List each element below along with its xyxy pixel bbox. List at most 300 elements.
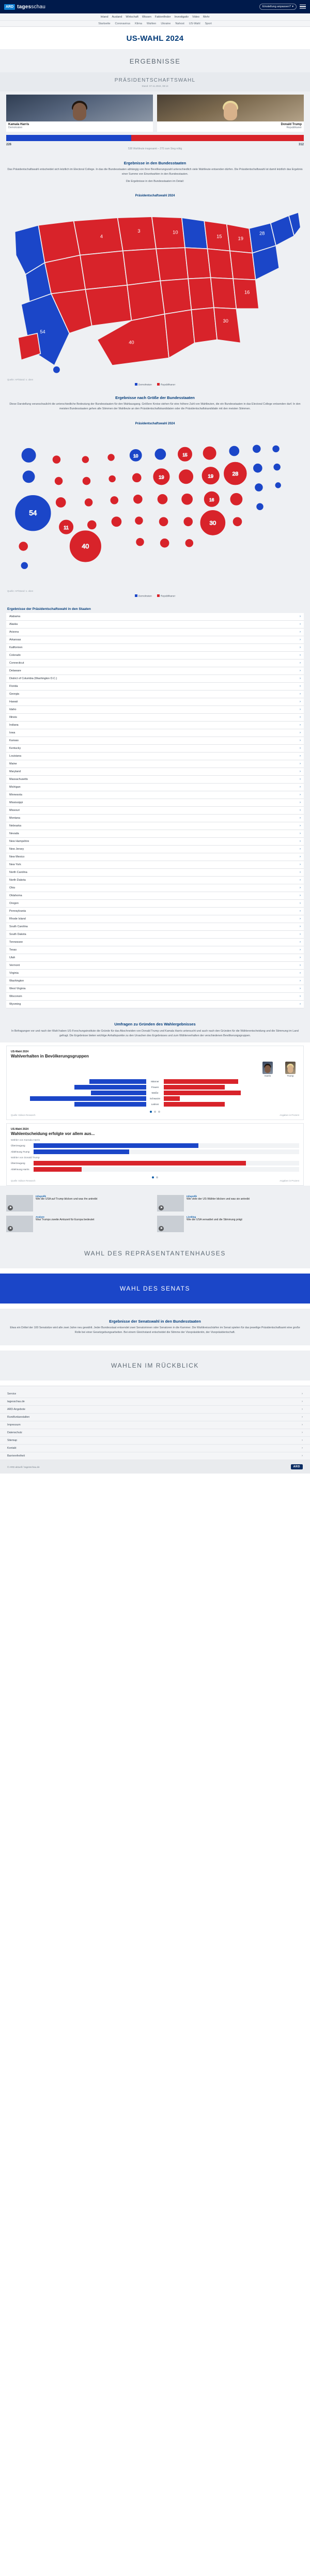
electoral-block-p1: Das Präsidentschaftswahl entscheidet sich letztlich im Electoral College. In das die Bundesstaaten abhängig von ihrer Bevölkerungszahl unterschiedlich viele Wahlleute entsenden dürfen. Die Präsidentschaftswahl ist damit letztlich das Ergebnis einer Summe von Einzelwahlen in den Bundesstaaten. [7, 168, 303, 176]
video-thumbnail[interactable] [6, 1195, 33, 1212]
chevron-down-icon: › [300, 963, 301, 967]
state-row[interactable] [6, 977, 304, 985]
trump-portrait [157, 95, 304, 121]
chevron-down-icon: › [300, 661, 301, 665]
electoral-bar [6, 135, 304, 141]
footer [0, 1386, 310, 1474]
state-row[interactable] [6, 931, 304, 939]
hbar-row [11, 1167, 299, 1172]
rep-value: 45 [165, 1106, 168, 1109]
pager-dot-2[interactable] [154, 1111, 156, 1113]
footer-row-label: Service [7, 1392, 17, 1396]
map2-area[interactable] [0, 426, 310, 590]
hbar-label: Überzeugung [11, 1144, 25, 1147]
state-label: North Dakota [9, 878, 26, 882]
nav-item-faktenfinder[interactable]: Faktenfinder [154, 16, 171, 19]
top-bar-right [259, 4, 306, 10]
size-text-block [0, 390, 310, 419]
chevron-down-icon: › [300, 723, 301, 727]
nav-secondary [0, 20, 310, 25]
footer-row-barrierefreiheit[interactable] [0, 1452, 310, 1460]
settings-button[interactable] [259, 4, 297, 10]
dem-value: 53 [75, 1089, 79, 1092]
candidate-card-harris[interactable] [6, 95, 153, 132]
rep-bar [164, 1102, 225, 1107]
svg-text:54: 54 [40, 329, 45, 334]
svg-text:19: 19 [159, 474, 164, 480]
footer-copyright: © ARD-aktuell / tagesschau.de [7, 1465, 40, 1468]
state-row[interactable] [6, 753, 304, 760]
footer-row-rundfunkanstalten[interactable] [0, 1414, 310, 1421]
electoral-block-title: Ergebnisse in den Bundesstaaten [123, 161, 187, 165]
chevron-down-icon: › [300, 684, 301, 688]
nav-item-mehr[interactable]: Mehr [203, 16, 210, 19]
trump-name: Donald Trump [281, 123, 302, 126]
state-row[interactable] [6, 915, 304, 923]
state-row[interactable] [6, 644, 304, 652]
dem-electoral-count: 226 [6, 143, 12, 146]
hbar-track [34, 1161, 299, 1166]
group-label: Latinos [151, 1102, 159, 1106]
page-title-area [0, 27, 310, 49]
footer-row-label: Sitemap [7, 1439, 18, 1443]
chevron-down-icon: › [300, 956, 301, 959]
legend-rep-2: Republikaner [157, 594, 175, 598]
candidates-row [6, 95, 304, 132]
senate-states-paragraph: Etwa ein Drittel der 100 Senatsitze wird alle zwei Jahre neu gewählt. Jeder Bundesstaat entsendet zwei Senatorinnen oder Senatoren in die Kammer. Die Wahlkreisschärfen im Senat spielen für das jeweilige Präsidentschaftsamt eine große Rolle bei einer Gesetzgebungsarbeiten. Bei einem Gleichstand entscheidet die Stimme der Vizepräsidentin, der Vizepräsidentschaft. [10, 1326, 300, 1335]
teaser-item[interactable] [157, 1195, 304, 1212]
state-row[interactable] [6, 954, 304, 962]
state-row[interactable] [6, 838, 304, 846]
card1-harris-name: Harris [264, 1074, 271, 1077]
chevron-down-icon: › [300, 669, 301, 672]
state-label: West Virginia [9, 987, 26, 990]
video-thumbnail[interactable] [157, 1216, 184, 1232]
footer-row-tagesschau[interactable] [0, 1398, 310, 1406]
card2-pager[interactable] [11, 1173, 299, 1179]
dem-bar [30, 1096, 146, 1101]
video-thumbnail[interactable] [157, 1195, 184, 1212]
teaser-kicker: Liveblog [187, 1215, 196, 1218]
card1-head-trump [284, 1062, 297, 1077]
state-label: Mississippi [9, 801, 23, 804]
state-row[interactable] [6, 993, 304, 1001]
chevron-down-icon: › [300, 622, 301, 626]
chevron-down-icon: › [300, 746, 301, 750]
subnav-item-sport[interactable]: Sport [205, 22, 212, 25]
svg-text:54: 54 [29, 509, 37, 517]
teaser-kicker: Infografik [187, 1194, 197, 1198]
state-row[interactable] [6, 667, 304, 675]
state-row[interactable] [6, 729, 304, 737]
chevron-down-icon: › [302, 1400, 303, 1404]
harris-meta [6, 121, 153, 132]
hbar-value: 36 [35, 1154, 38, 1157]
teaser-item[interactable] [6, 1195, 153, 1212]
rep-bar [164, 1096, 180, 1101]
svg-text:19: 19 [238, 236, 243, 241]
state-label: Rhode Island [9, 917, 26, 921]
us-bubble-map[interactable] [5, 427, 305, 588]
pager-dot-1[interactable] [150, 1111, 152, 1113]
chevron-down-icon: › [300, 886, 301, 890]
pager-dot-1[interactable] [152, 1176, 154, 1178]
subnav-item-startseite[interactable]: Startseite [98, 22, 111, 25]
state-row[interactable] [6, 714, 304, 722]
state-row[interactable] [6, 745, 304, 753]
harris-avatar [262, 1062, 273, 1074]
state-label: Alabama [9, 615, 21, 618]
state-label: North Carolina [9, 870, 27, 874]
state-row[interactable] [6, 737, 304, 745]
state-label: Wisconsin [9, 994, 22, 998]
state-row[interactable] [6, 1001, 304, 1008]
trump-meta [157, 121, 304, 132]
state-row[interactable] [6, 722, 304, 729]
candidate-card-trump[interactable] [157, 95, 304, 132]
card2-source-row [11, 1179, 299, 1182]
state-row[interactable] [6, 784, 304, 791]
us-choropleth-map[interactable] [5, 200, 305, 376]
brand-logo[interactable] [4, 4, 45, 10]
dem-value: 86 [30, 1100, 34, 1103]
state-label: Pennsylvania [9, 909, 26, 913]
state-label: Nebraska [9, 824, 22, 827]
state-label: Georgia [9, 692, 20, 696]
card1-source: Quelle: Edison Research [11, 1113, 36, 1116]
teaser-item[interactable] [157, 1216, 304, 1232]
group-label: Frauen [151, 1085, 159, 1088]
chevron-down-icon: › [300, 932, 301, 936]
chevron-down-icon: › [300, 762, 301, 765]
size-block-title: Ergebnisse nach Größe der Bundesstaaten [115, 395, 195, 401]
card1-title: Wahlverhalten in Bevölkerungsgruppen [11, 1053, 89, 1059]
page-title: US-WAHL 2024 [126, 34, 184, 43]
state-row[interactable] [6, 613, 304, 621]
svg-text:15: 15 [182, 452, 188, 457]
state-label: Colorado [9, 653, 21, 657]
bipolar-row [11, 1096, 299, 1101]
state-label: Tennessee [9, 940, 23, 944]
chevron-down-icon: › [300, 855, 301, 858]
chevron-down-icon: › [302, 1408, 303, 1412]
play-icon [8, 1205, 13, 1210]
footer-row-sitemap[interactable] [0, 1437, 310, 1445]
results-band [0, 49, 310, 72]
nav-item-wissen[interactable]: Wissen [142, 16, 151, 19]
svg-text:19: 19 [208, 473, 213, 479]
chevron-down-icon: › [300, 847, 301, 851]
electoral-block-p2: Die Ergebnisse in den Bundesstaaten im Detail: [126, 179, 184, 183]
main-navigation [0, 13, 310, 27]
legend-rep: Republikaner [157, 383, 175, 387]
nav-item-inland[interactable]: Inland [100, 16, 109, 19]
state-label: Texas [9, 948, 17, 952]
nav-item-video[interactable]: Video [192, 16, 199, 19]
card1-group [11, 1079, 299, 1107]
subnav-item-coronavirus[interactable]: Coronavirus [115, 22, 131, 25]
top-bar [0, 0, 310, 13]
state-row[interactable] [6, 660, 304, 667]
hbar-fill [34, 1143, 198, 1148]
chevron-down-icon: › [300, 808, 301, 812]
state-row[interactable] [6, 900, 304, 908]
ard-logo: ARD [291, 1464, 303, 1469]
teaser-title: Wie die USA auf Trump blicken und was ihn antreibt [36, 1197, 98, 1201]
state-label: Alaska [9, 622, 18, 626]
state-row[interactable] [6, 791, 304, 799]
chevron-down-icon: › [300, 925, 301, 928]
state-label: Wyoming [9, 1002, 21, 1006]
pager-dot-2[interactable] [156, 1176, 158, 1178]
map1-area[interactable] [0, 198, 310, 378]
svg-text:30: 30 [209, 520, 216, 527]
chevron-down-icon: › [302, 1431, 303, 1435]
nav-item-wirtschaft[interactable]: Wirtschaft [126, 16, 138, 19]
subnav-item-nahost[interactable]: Nahost [175, 22, 184, 25]
state-row[interactable] [6, 970, 304, 977]
state-row[interactable] [6, 822, 304, 830]
chevron-down-icon: › [300, 894, 301, 897]
state-label: Florida [9, 684, 18, 688]
footer-row-label: Barrierefreiheit [7, 1454, 25, 1458]
chevron-down-icon: › [300, 692, 301, 696]
state-label: Virginia [9, 971, 19, 975]
accordion-title: Ergebnisse der Präsidentschaftswahl in den Staaten [0, 602, 310, 613]
harris-portrait [6, 95, 153, 121]
state-label: Massachusetts [9, 777, 28, 781]
survey-title: Umfragen zu Gründen des Wahlergebnisses [114, 1021, 196, 1026]
nav-item-investigativ[interactable]: Investigativ [174, 16, 189, 19]
state-label: Kentucky [9, 746, 21, 750]
survey-paragraph: In Befragungen vor und nach der Wahl haben US-Forschungsinstitute die Gründe für das Abschneiden von Donald Trump und Kamala Harris untersucht und auch nach den Gründen für die Wählerentscheidung und die Stimmung im Land gefragt. Die Ergebnisse bieten wichtige Anhaltspunkte zu den Ursachen des Ergebnisses und zum Wählerverhalten der verschiedenen Bevölkerungsgruppen. [11, 1029, 299, 1037]
chevron-down-icon: › [300, 878, 301, 882]
state-row[interactable] [6, 869, 304, 877]
state-label: South Carolina [9, 925, 28, 928]
teaser-item[interactable] [6, 1216, 153, 1232]
chevron-down-icon: › [300, 708, 301, 711]
svg-text:16: 16 [244, 289, 250, 295]
nav-item-ausland[interactable]: Ausland [112, 16, 122, 19]
svg-text:11: 11 [64, 525, 69, 530]
chevron-down-icon: › [300, 777, 301, 781]
rep-bar [164, 1091, 241, 1095]
card1-pager[interactable] [11, 1108, 299, 1114]
state-row[interactable] [6, 675, 304, 683]
state-label: Louisiana [9, 754, 22, 758]
svg-text:10: 10 [173, 229, 178, 235]
state-label: Maryland [9, 770, 21, 773]
state-label: Indiana [9, 723, 19, 727]
state-row[interactable] [6, 946, 304, 954]
chevron-down-icon: › [302, 1392, 303, 1396]
state-row[interactable] [6, 807, 304, 815]
state-row[interactable] [6, 636, 304, 644]
chevron-down-icon: › [300, 731, 301, 734]
survey-intro [0, 1016, 310, 1042]
chevron-down-icon: › [302, 1447, 303, 1450]
card2-kicker: US-Wahl 2024 [11, 1127, 29, 1131]
state-row[interactable] [6, 768, 304, 776]
chevron-down-icon: › [300, 994, 301, 998]
subnav-item-us-wahl[interactable]: US-Wahl [189, 22, 200, 25]
state-row[interactable] [6, 892, 304, 900]
dem-bar [91, 1091, 146, 1095]
footer-bottom [0, 1460, 310, 1474]
dem-value: 53 [75, 1106, 79, 1109]
state-row[interactable] [6, 628, 304, 636]
card2-title: Wahlentscheidung erfolgte vor allem aus... [11, 1131, 95, 1136]
harris-name: Kamala Harris [8, 123, 29, 126]
electoral-text-block [0, 156, 310, 191]
map1-source: Quelle: AP/Stand: s. oben [0, 378, 310, 382]
dem-bar [89, 1079, 146, 1084]
state-row[interactable] [6, 923, 304, 931]
state-row[interactable] [6, 799, 304, 807]
retro-section [0, 1351, 310, 1381]
state-row[interactable] [6, 846, 304, 853]
teaser-kicker: Analyse [36, 1215, 44, 1218]
footer-row-kontakt[interactable] [0, 1445, 310, 1452]
chevron-down-icon: › [300, 770, 301, 773]
state-label: Kansas [9, 739, 19, 742]
hbar-row [11, 1143, 299, 1148]
state-label: Vermont [9, 963, 20, 967]
electoral-bar-labels [0, 142, 310, 146]
chevron-down-icon: › [300, 646, 301, 649]
state-row[interactable] [6, 884, 304, 892]
chevron-down-icon: › [300, 824, 301, 827]
states-accordion [0, 613, 310, 1016]
chevron-down-icon: › [300, 839, 301, 843]
chevron-down-icon: › [300, 948, 301, 952]
card1-unit: Angaben in Prozent [280, 1113, 299, 1116]
ard-badge: ARD [4, 4, 15, 10]
trump-party: Republikaner [286, 126, 302, 129]
card2-section2-label: Wähler von Donald Trump [11, 1156, 40, 1159]
bipolar-row [11, 1102, 299, 1107]
state-label: Ohio [9, 886, 16, 890]
subnav-item-wahlen[interactable]: Wahlen [146, 22, 157, 25]
state-label: Arkansas [9, 638, 21, 641]
chevron-down-icon: › [300, 801, 301, 804]
hbar-track [34, 1167, 299, 1172]
state-row[interactable] [6, 815, 304, 822]
svg-text:16: 16 [209, 497, 214, 502]
svg-text:28: 28 [259, 231, 265, 236]
bipolar-row [11, 1085, 299, 1090]
state-row[interactable] [6, 830, 304, 838]
chevron-down-icon: › [300, 870, 301, 874]
footer-row-label: Datenschutz [7, 1431, 22, 1435]
state-label: New Hampshire [9, 839, 29, 843]
settings-label: Einstellung anpassen? [262, 5, 291, 8]
state-row[interactable] [6, 939, 304, 946]
hamburger-icon[interactable] [300, 5, 306, 9]
state-label: Idaho [9, 708, 17, 711]
subnav-item-ukraine[interactable]: Ukraine [161, 22, 171, 25]
state-row[interactable] [6, 908, 304, 915]
state-label: Nevada [9, 832, 19, 835]
chevron-down-icon: › [302, 1423, 303, 1427]
state-row[interactable] [6, 691, 304, 698]
hbar-row [11, 1149, 299, 1157]
svg-text:40: 40 [129, 340, 134, 345]
chevron-down-icon: › [300, 739, 301, 742]
chevron-down-icon: › [300, 677, 301, 680]
chevron-down-icon: › [300, 901, 301, 905]
chevron-down-icon: › [300, 785, 301, 789]
state-row[interactable] [6, 985, 304, 993]
card1-kicker: US-Wahl 2024 [11, 1050, 29, 1053]
chevron-down-icon: › [300, 979, 301, 983]
state-row[interactable] [6, 621, 304, 628]
footer-row-service[interactable] [0, 1390, 310, 1398]
video-thumbnail[interactable] [6, 1216, 33, 1232]
state-label: Montana [9, 816, 20, 820]
teaser-title: Wie die USA verwaltet und die Stimmung prägt [187, 1218, 242, 1221]
state-row[interactable] [6, 853, 304, 861]
svg-text:30: 30 [223, 318, 228, 324]
dem-bar [74, 1102, 146, 1107]
chevron-down-icon: › [300, 917, 301, 921]
footer-row-impressum[interactable] [0, 1421, 310, 1429]
candidates-area [0, 91, 310, 132]
chevron-down-icon: › [300, 1002, 301, 1006]
group-label: Schwarze [149, 1097, 161, 1100]
trump-avatar [285, 1062, 296, 1074]
footer-row-ard-angebote[interactable] [0, 1406, 310, 1414]
senate-section [0, 1274, 310, 1304]
chevron-down-icon: › [300, 863, 301, 866]
hbar-fill [34, 1167, 82, 1172]
chevron-down-icon: › [300, 715, 301, 719]
hbar-label: Überzeugung [11, 1161, 25, 1164]
state-row[interactable] [6, 698, 304, 706]
state-row[interactable] [6, 962, 304, 970]
state-row[interactable] [6, 861, 304, 869]
hbar-row [11, 1161, 299, 1166]
state-label: Arizona [9, 630, 19, 634]
svg-text:4: 4 [100, 234, 103, 239]
state-label: Utah [9, 956, 16, 959]
state-row[interactable] [6, 760, 304, 768]
state-row[interactable] [6, 706, 304, 714]
state-row[interactable] [6, 683, 304, 691]
hbar-track [34, 1149, 299, 1157]
teaser-title: Was Trumps zweite Amtszeit für Europa bedeutet [36, 1218, 95, 1221]
state-label: Michigan [9, 785, 21, 789]
size-block-p1: Diese Darstellung veranschaulicht die unterschiedliche Bedeutung der Bundesstaaten für den Wahlausgang. Größere Kreise stehen für eine höhere Zahl von Wahlleuten, die ein Bundesstaaten in das Electoral College entsenden darf. In den meisten Bundesstaaten gehen alle Stimmen der Wahlleute an den Präsidentschaftskandidaten oder die Präsidentschaftskandidatin mit den meisten Stimmen. [9, 403, 301, 411]
hbar-track [34, 1143, 299, 1148]
card2-section1-label: Wähler von Kamala Harris [11, 1139, 40, 1142]
pager-dot-3[interactable] [158, 1111, 160, 1113]
footer-row-datenschutz[interactable] [0, 1429, 310, 1437]
map2-label: Präsidentschaftswahl 2024 [0, 419, 310, 426]
senate-states-block [0, 1309, 310, 1346]
subnav-item-klima[interactable]: Klima [135, 22, 142, 25]
chevron-down-icon: › [300, 754, 301, 758]
state-row[interactable] [6, 776, 304, 784]
chevron-down-icon: › [302, 1439, 303, 1443]
card1-head-harris [261, 1062, 274, 1077]
state-label: Kalifornien [9, 646, 23, 649]
chevron-down-icon: › [302, 1454, 303, 1458]
harris-party: Demokraten [8, 126, 23, 129]
group-label: Männer [151, 1080, 159, 1083]
state-row[interactable] [6, 652, 304, 660]
state-row[interactable] [6, 877, 304, 884]
